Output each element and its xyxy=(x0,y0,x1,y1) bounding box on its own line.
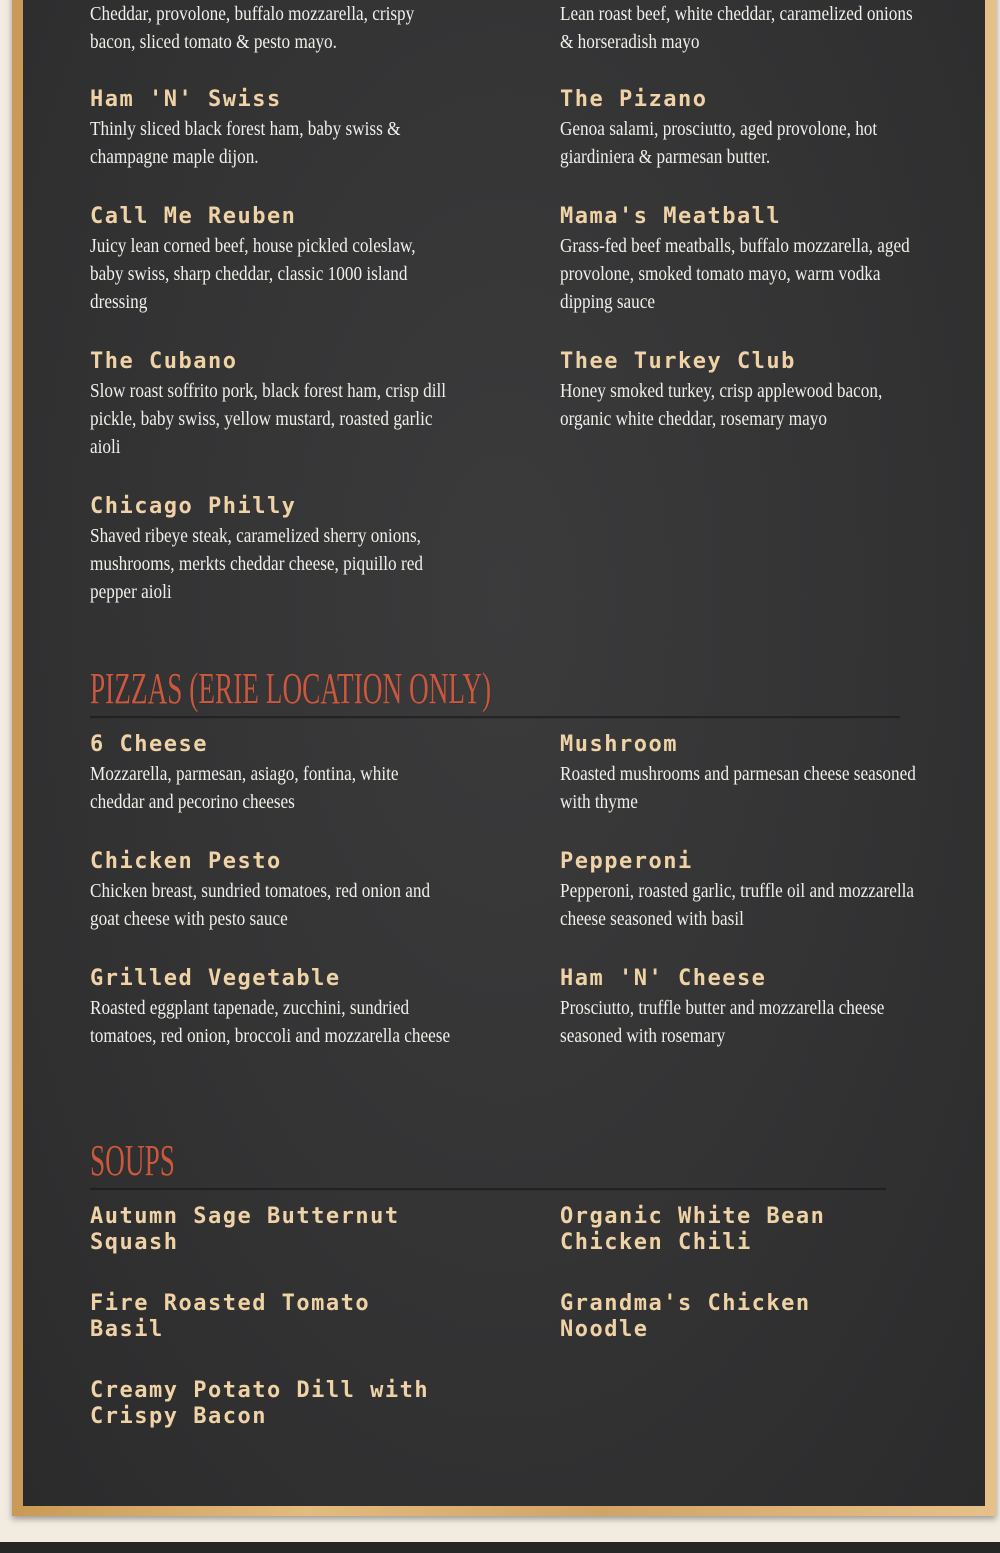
item-description: Roasted eggplant tapenade, zucchini, sundried tomatoes, red onion, broccoli and mozzarella cheese xyxy=(90,997,451,1047)
menu-item xyxy=(560,1204,960,1256)
menu-item xyxy=(560,204,960,316)
item-description: Juicy lean corned beef, house pickled coleslaw, baby swiss, sharp cheddar, classic 1000 island dressing xyxy=(90,235,416,313)
item-description: Slow roast soffrito pork, black forest ham, crisp dill pickle, baby swiss, yellow mustard, roasted garlic aioli xyxy=(90,380,447,458)
item-description: Roasted mushrooms and parmesan cheese seasoned with thyme xyxy=(560,763,916,813)
item-description: Prosciutto, truffle butter and mozzarella cheese seasoned with rosemary xyxy=(560,997,885,1047)
menu-item xyxy=(90,1378,490,1430)
menu-item xyxy=(560,1291,960,1343)
item-name: Ham 'N' Cheese xyxy=(560,966,767,991)
item-name: Mama's Meatball xyxy=(560,204,782,229)
item-name: Grilled Vegetable xyxy=(90,966,341,991)
menu-item xyxy=(560,966,960,1050)
menu-item xyxy=(560,349,960,433)
item-name: Mushroom xyxy=(560,732,678,757)
item-description: Honey smoked turkey, crisp applewood bacon, organic white cheddar, rosemary mayo xyxy=(560,380,883,430)
item-name: Ham 'N' Swiss xyxy=(90,87,282,112)
item-name: Chicago Philly xyxy=(90,494,297,519)
item-name: Pepperoni xyxy=(560,849,693,874)
menu-item xyxy=(90,204,490,316)
item-name: 6 Cheese xyxy=(90,732,208,757)
menu-item xyxy=(90,1204,490,1256)
item-description: Grass-fed beef meatballs, buffalo mozzarella, aged provolone, smoked tomato mayo, warm vodka dipping sauce xyxy=(560,235,910,313)
bottom-bar xyxy=(0,1542,1000,1553)
item-description: Mozzarella, parmesan, asiago, fontina, white cheddar and pecorino cheeses xyxy=(90,763,399,813)
item-description: Cheddar, provolone, buffalo mozzarella, crispy bacon, sliced tomato & pesto mayo. xyxy=(90,3,415,53)
section-divider xyxy=(90,1188,886,1191)
item-name: Grandma's Chicken Noodle xyxy=(560,1291,811,1342)
item-description: Shaved ribeye steak, caramelized sherry onions, mushrooms, merkts cheddar cheese, piquillo red pepper aioli xyxy=(90,525,423,603)
item-name: Fire Roasted Tomato Basil xyxy=(90,1291,371,1342)
item-description: Chicken breast, sundried tomatoes, red onion and goat cheese with pesto sauce xyxy=(90,880,431,930)
item-description: Thinly sliced black forest ham, baby swiss & champagne maple dijon. xyxy=(90,118,401,168)
item-description: Pepperoni, roasted garlic, truffle oil and mozzarella cheese seasoned with basil xyxy=(560,880,915,930)
section-title-soups: SOUPS xyxy=(90,1136,175,1185)
menu-item xyxy=(560,849,960,933)
item-name: Creamy Potato Dill with Crispy Bacon xyxy=(90,1378,430,1429)
item-name: The Pizano xyxy=(560,87,708,112)
item-name: The Cubano xyxy=(90,349,238,374)
section-divider xyxy=(90,716,900,719)
menu-item xyxy=(90,87,490,171)
item-name: Thee Turkey Club xyxy=(560,349,796,374)
item-description: Lean roast beef, white cheddar, caramelized onions & horseradish mayo xyxy=(560,3,913,53)
item-name: Autumn Sage Butternut Squash xyxy=(90,1204,400,1255)
menu-item xyxy=(90,349,490,461)
menu-item xyxy=(90,732,490,816)
item-name: Call Me Reuben xyxy=(90,204,297,229)
menu-item xyxy=(560,732,960,816)
menu-item xyxy=(90,849,490,933)
menu-item xyxy=(90,494,490,606)
section-title-pizzas: PIZZAS (ERIE LOCATION ONLY) xyxy=(90,664,492,713)
menu-item xyxy=(560,87,960,171)
item-name: Chicken Pesto xyxy=(90,849,282,874)
item-name: Organic White Bean Chicken Chili xyxy=(560,1204,826,1255)
item-description: Genoa salami, prosciutto, aged provolone, hot giardiniera & parmesan butter. xyxy=(560,118,878,168)
menu-item xyxy=(90,966,490,1050)
menu-item xyxy=(90,1291,490,1343)
